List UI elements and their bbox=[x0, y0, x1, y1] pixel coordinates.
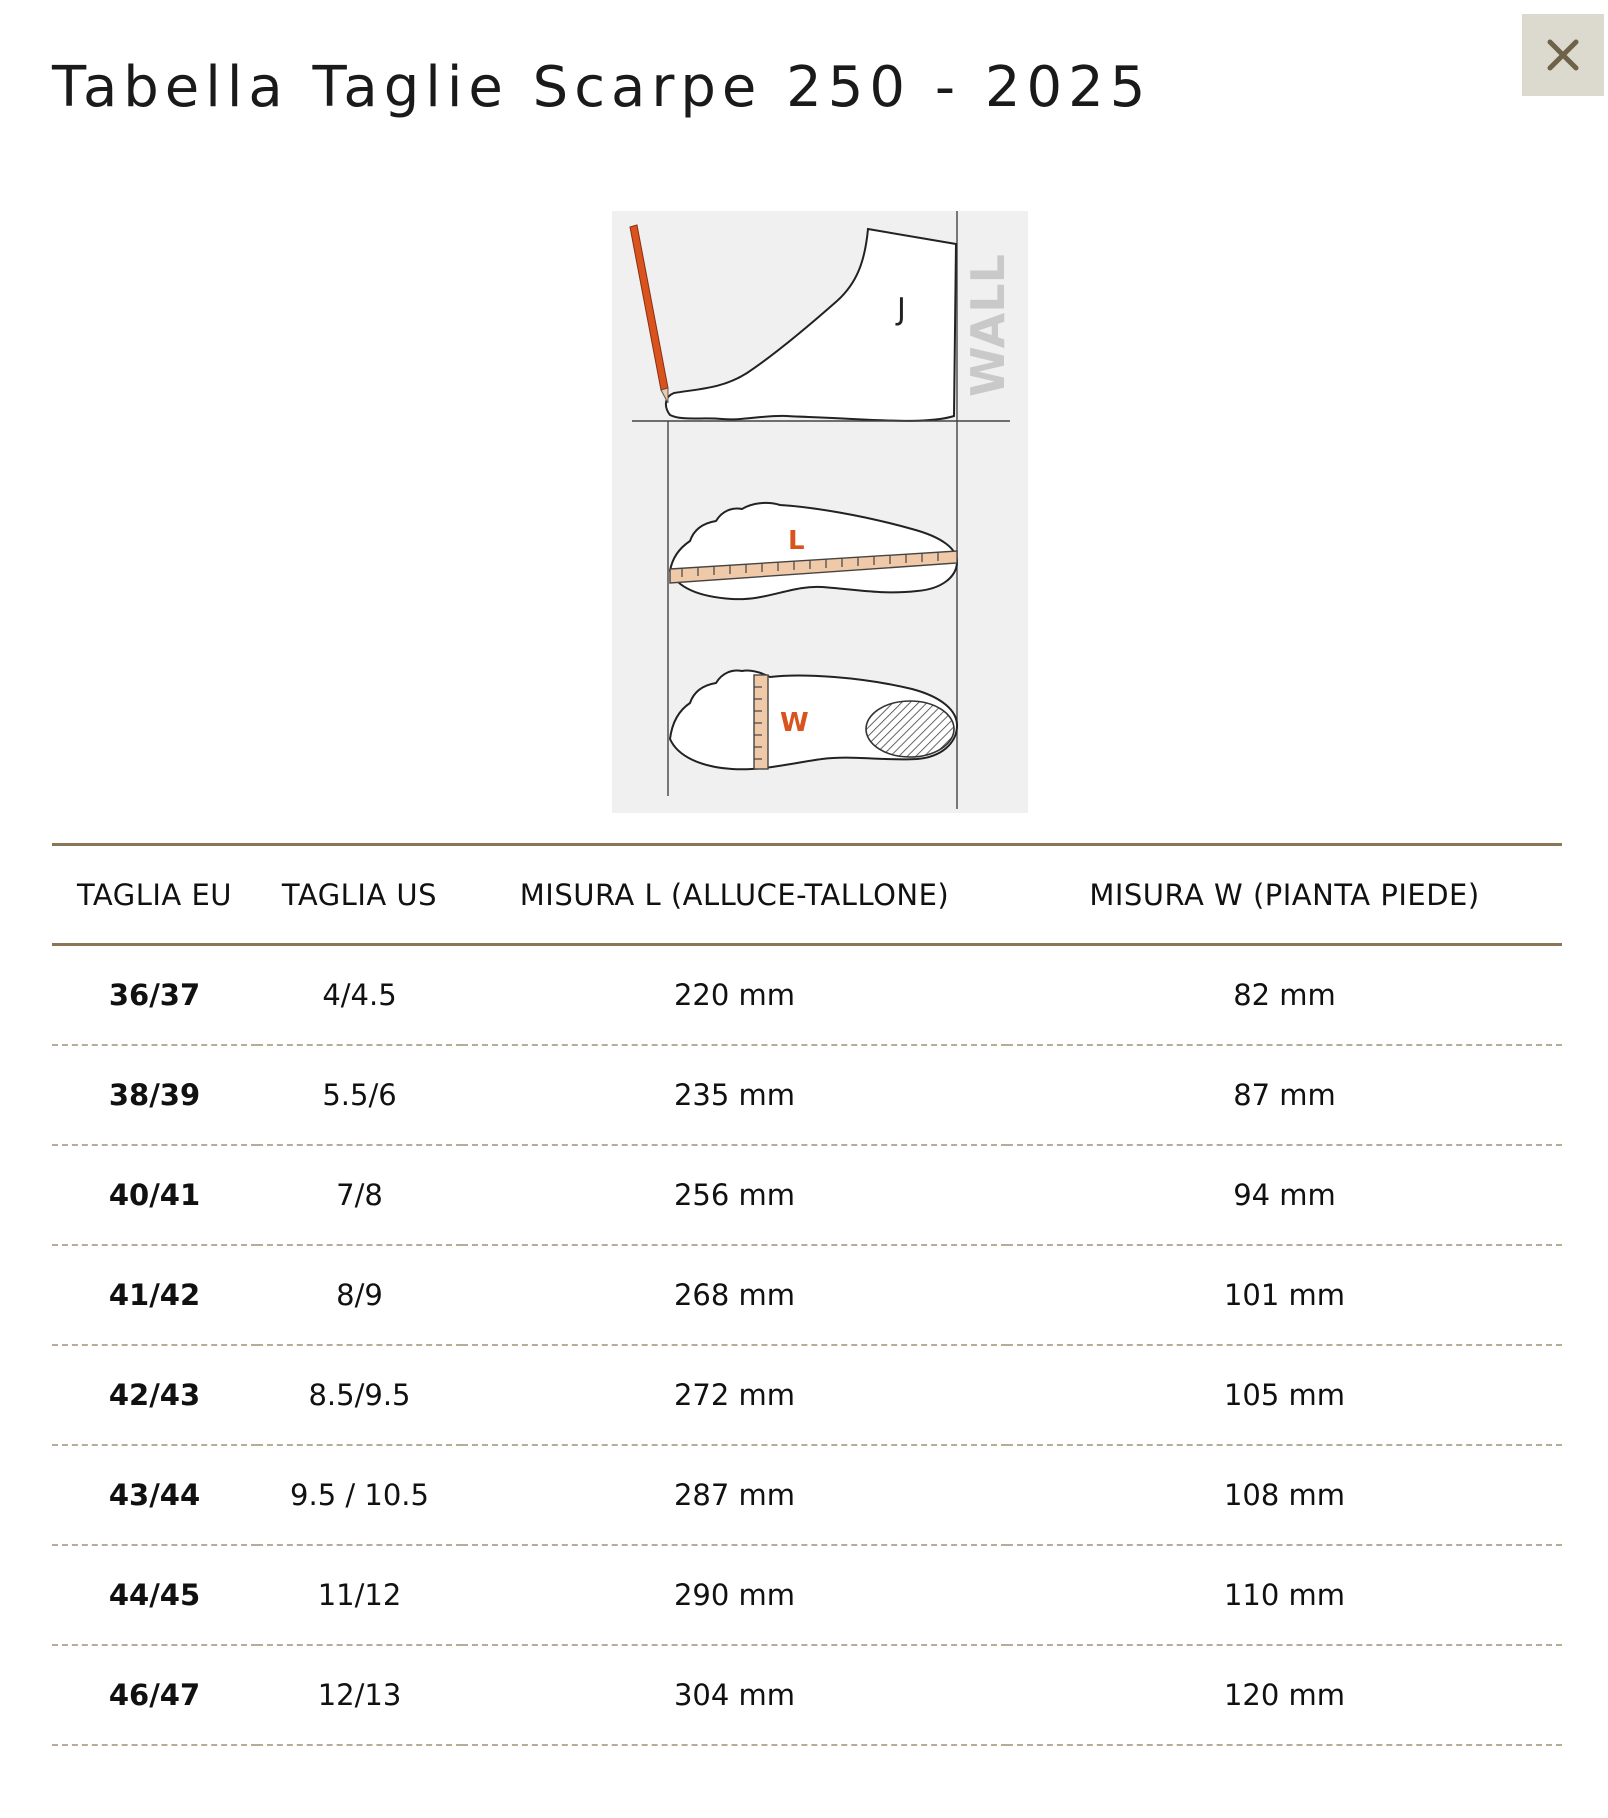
close-icon[interactable] bbox=[1546, 38, 1580, 72]
width-cell: 120 mm bbox=[1007, 1645, 1562, 1745]
header-eu-size: TAGLIA EU bbox=[52, 845, 257, 945]
pencil-icon bbox=[630, 225, 668, 403]
length-cell: 287 mm bbox=[462, 1445, 1007, 1545]
eu-size-cell: 41/42 bbox=[52, 1245, 257, 1345]
us-size-cell: 4/4.5 bbox=[257, 945, 462, 1045]
length-cell: 220 mm bbox=[462, 945, 1007, 1045]
eu-size-cell: 36/37 bbox=[52, 945, 257, 1045]
eu-size-cell: 38/39 bbox=[52, 1045, 257, 1145]
wall-label bbox=[961, 254, 1015, 397]
us-size-cell: 9.5 / 10.5 bbox=[257, 1445, 462, 1545]
close-button[interactable] bbox=[1522, 14, 1604, 96]
width-footprint-drawing bbox=[670, 670, 957, 769]
eu-size-cell: 44/45 bbox=[52, 1545, 257, 1645]
us-size-cell: 11/12 bbox=[257, 1545, 462, 1645]
us-size-cell: 12/13 bbox=[257, 1645, 462, 1745]
eu-size-cell: 43/44 bbox=[52, 1445, 257, 1545]
length-cell: 290 mm bbox=[462, 1545, 1007, 1645]
length-cell: 304 mm bbox=[462, 1645, 1007, 1745]
us-size-cell: 5.5/6 bbox=[257, 1045, 462, 1145]
header-us-size: TAGLIA US bbox=[257, 845, 462, 945]
width-cell: 108 mm bbox=[1007, 1445, 1562, 1545]
eu-size-cell: 40/41 bbox=[52, 1145, 257, 1245]
width-cell: 101 mm bbox=[1007, 1245, 1562, 1345]
table-header-row bbox=[52, 845, 1562, 945]
size-table bbox=[52, 843, 1562, 1746]
foot-measurement-illustration bbox=[612, 211, 1028, 813]
length-cell: 272 mm bbox=[462, 1345, 1007, 1445]
us-size-cell: 8/9 bbox=[257, 1245, 462, 1345]
length-footprint-drawing bbox=[670, 503, 957, 599]
table-row bbox=[52, 1245, 1562, 1345]
width-cell: 94 mm bbox=[1007, 1145, 1562, 1245]
width-cell: 110 mm bbox=[1007, 1545, 1562, 1645]
length-cell: 256 mm bbox=[462, 1145, 1007, 1245]
width-cell: 87 mm bbox=[1007, 1045, 1562, 1145]
modal-title: Tabella Taglie Scarpe 250 - 2025 bbox=[52, 55, 1152, 120]
svg-text:WALL: WALL bbox=[961, 254, 1015, 397]
svg-text:W: W bbox=[780, 708, 809, 738]
length-cell: 268 mm bbox=[462, 1245, 1007, 1345]
width-cell: 82 mm bbox=[1007, 945, 1562, 1045]
svg-text:J: J bbox=[897, 292, 906, 327]
table-row bbox=[52, 945, 1562, 1045]
us-size-cell: 8.5/9.5 bbox=[257, 1345, 462, 1445]
table-row bbox=[52, 1145, 1562, 1245]
side-foot-drawing bbox=[666, 229, 956, 421]
width-cell: 105 mm bbox=[1007, 1345, 1562, 1445]
us-size-cell: 7/8 bbox=[257, 1145, 462, 1245]
header-length-measure: MISURA L (ALLUCE-TALLONE) bbox=[462, 845, 1007, 945]
header-width-measure: MISURA W (PIANTA PIEDE) bbox=[1007, 845, 1562, 945]
table-row bbox=[52, 1345, 1562, 1445]
svg-text:L: L bbox=[788, 526, 805, 556]
eu-size-cell: 42/43 bbox=[52, 1345, 257, 1445]
eu-size-cell: 46/47 bbox=[52, 1645, 257, 1745]
table-row bbox=[52, 1445, 1562, 1545]
length-cell: 235 mm bbox=[462, 1045, 1007, 1145]
table-row bbox=[52, 1045, 1562, 1145]
table-row bbox=[52, 1545, 1562, 1645]
table-row bbox=[52, 1645, 1562, 1745]
